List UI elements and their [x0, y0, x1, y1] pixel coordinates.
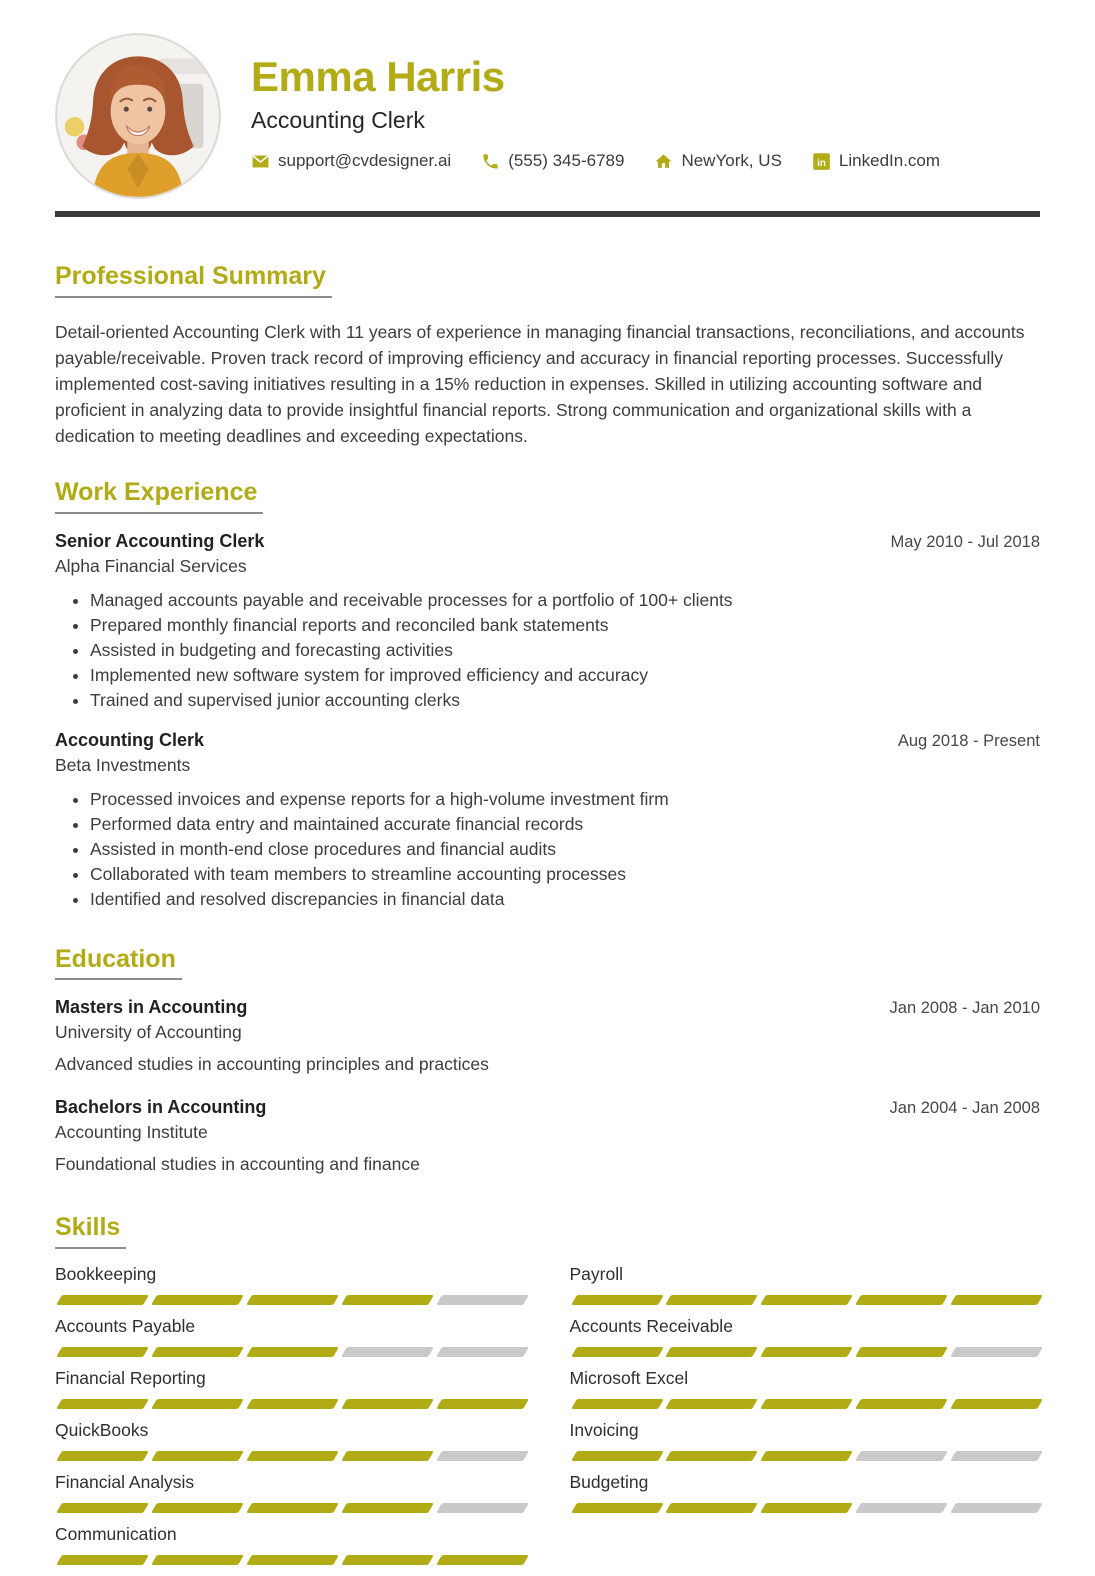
skill-bar-segment	[950, 1503, 1043, 1513]
summary-heading: Professional Summary	[55, 262, 332, 298]
contact-text: LinkedIn.com	[838, 151, 941, 171]
skill-item	[55, 1524, 526, 1565]
skill-bar-segment	[760, 1451, 853, 1461]
degree-title-text: Masters in Accounting	[55, 997, 248, 1018]
skill-bar-segment	[436, 1295, 529, 1305]
skill-bar-segment	[950, 1295, 1043, 1305]
skill-bar	[55, 1399, 526, 1409]
avatar	[55, 33, 221, 199]
skill-bar-segment	[436, 1347, 529, 1357]
skill-bar-segment	[950, 1347, 1043, 1357]
job-header	[55, 531, 1040, 552]
skill-item	[55, 1420, 526, 1461]
skill-bar	[570, 1451, 1041, 1461]
degree-school: University of Accounting	[55, 1022, 242, 1043]
skill-bar-segment	[571, 1399, 664, 1409]
job-header	[55, 730, 1040, 751]
skill-bar-segment	[56, 1503, 149, 1513]
skills-grid	[55, 1264, 1040, 1576]
degree-school: Accounting Institute	[55, 1122, 208, 1143]
skill-bar-segment	[760, 1347, 853, 1357]
skill-bar-segment	[436, 1555, 529, 1565]
degree-description: Foundational studies in accounting and finance	[55, 1154, 420, 1175]
linkedin-icon	[812, 152, 831, 171]
skill-bar-segment	[341, 1555, 434, 1565]
skill-bar-segment	[666, 1503, 759, 1513]
degree-entry	[55, 997, 1040, 1075]
skill-bar-segment	[855, 1503, 948, 1513]
degree-list	[55, 997, 1040, 1175]
profile-photo-illustration	[55, 33, 221, 199]
skill-item	[55, 1264, 526, 1305]
skill-bar	[55, 1347, 526, 1357]
skill-name: Communication	[55, 1524, 177, 1544]
skill-bar-segment	[666, 1451, 759, 1461]
skill-bar	[55, 1451, 526, 1461]
skill-bar-segment	[341, 1503, 434, 1513]
job-entry	[55, 531, 1040, 713]
skill-bar-segment	[855, 1451, 948, 1461]
job-list	[55, 531, 1040, 912]
degree-dates: Jan 2004 - Jan 2008	[889, 1099, 1040, 1118]
skills-column-1	[55, 1264, 526, 1576]
skill-name: Microsoft Excel	[569, 1368, 689, 1388]
job-company: Alpha Financial Services	[55, 555, 247, 576]
degree-title-text: Bachelors in Accounting	[55, 1097, 267, 1118]
job-dates: Aug 2018 - Present	[897, 731, 1040, 750]
skill-bar-segment	[56, 1399, 149, 1409]
section-work-experience	[55, 478, 1040, 912]
bullet-item: • Collaborated with team members to streamline accounting processes	[90, 862, 1040, 887]
skill-name: Bookkeeping	[55, 1264, 157, 1284]
bullet-item: • Performed data entry and maintained accurate financial records	[90, 812, 1040, 837]
skill-bar-segment	[436, 1503, 529, 1513]
skill-bar-segment	[666, 1347, 759, 1357]
header	[55, 33, 1040, 199]
skill-bar-segment	[151, 1555, 244, 1565]
bullet-item: • Identified and resolved discrepancies in financial data	[90, 887, 1040, 912]
skill-bar-segment	[56, 1555, 149, 1565]
skill-name: Accounts Payable	[55, 1316, 196, 1336]
skill-bar	[55, 1555, 526, 1565]
bullet-item: • Assisted in budgeting and forecasting activities	[90, 638, 1040, 663]
contact-text: NewYork, US	[681, 151, 782, 171]
skill-bar-segment	[436, 1399, 529, 1409]
degree-header	[55, 997, 1040, 1018]
job-title-text: Senior Accounting Clerk	[55, 530, 265, 551]
skill-item	[570, 1472, 1041, 1513]
email-icon	[251, 152, 270, 171]
skill-name: Budgeting	[569, 1472, 649, 1492]
contact-text: (555) 345-6789	[508, 151, 625, 171]
skill-bar-segment	[341, 1295, 434, 1305]
skill-bar-segment	[760, 1399, 853, 1409]
skills-column-2	[570, 1264, 1041, 1576]
skill-bar-segment	[56, 1451, 149, 1461]
skill-bar-segment	[950, 1399, 1043, 1409]
skill-item	[570, 1316, 1041, 1357]
job-dates: May 2010 - Jul 2018	[890, 532, 1040, 551]
degree-entry	[55, 1097, 1040, 1175]
skill-bar-segment	[246, 1295, 339, 1305]
skill-bar-segment	[151, 1451, 244, 1461]
skill-bar-segment	[341, 1399, 434, 1409]
skill-bar-segment	[341, 1347, 434, 1357]
bullet-item: • Trained and supervised junior accounting clerks	[90, 688, 1040, 713]
skill-bar	[570, 1347, 1041, 1357]
skill-bar-segment	[571, 1503, 664, 1513]
skill-bar	[55, 1503, 526, 1513]
bullet-item: • Prepared monthly financial reports and reconciled bank statements	[90, 613, 1040, 638]
skill-bar-segment	[855, 1399, 948, 1409]
skill-bar-segment	[56, 1347, 149, 1357]
skill-bar-segment	[571, 1451, 664, 1461]
skill-item	[570, 1420, 1041, 1461]
experience-heading: Work Experience	[55, 478, 263, 514]
header-divider	[55, 211, 1040, 217]
skill-name: Accounts Receivable	[569, 1316, 733, 1336]
skill-bar	[570, 1399, 1041, 1409]
skill-bar-segment	[246, 1399, 339, 1409]
skill-bar-segment	[855, 1295, 948, 1305]
bullet-item: • Implemented new software system for improved efficiency and accuracy	[90, 663, 1040, 688]
degree-header	[55, 1097, 1040, 1118]
person-job-title: Accounting Clerk	[251, 107, 425, 134]
skill-bar-segment	[246, 1555, 339, 1565]
skill-item	[55, 1368, 526, 1409]
skill-bar-segment	[246, 1503, 339, 1513]
skill-bar-segment	[666, 1399, 759, 1409]
degree-description: Advanced studies in accounting principles and practices	[55, 1054, 489, 1075]
skill-name: Invoicing	[569, 1420, 639, 1440]
job-company: Beta Investments	[55, 754, 191, 775]
skill-name: QuickBooks	[55, 1420, 149, 1440]
section-skills	[55, 1213, 1040, 1576]
skill-bar-segment	[341, 1451, 434, 1461]
skill-item	[55, 1472, 526, 1513]
contact-text: support@cvdesigner.ai	[278, 151, 452, 171]
skill-bar-segment	[760, 1503, 853, 1513]
skill-bar-segment	[151, 1295, 244, 1305]
skill-bar	[570, 1503, 1041, 1513]
header-info	[251, 33, 940, 171]
skill-bar-segment	[571, 1347, 664, 1357]
skill-bar-segment	[436, 1451, 529, 1461]
job-title-text: Accounting Clerk	[55, 729, 205, 750]
skill-bar-segment	[151, 1503, 244, 1513]
bullet-item: • Assisted in month-end close procedures and financial audits	[90, 837, 1040, 862]
contact-row	[251, 151, 940, 171]
skill-name: Financial Reporting	[55, 1368, 206, 1388]
skills-heading: Skills	[55, 1213, 126, 1249]
skill-bar-segment	[56, 1295, 149, 1305]
skill-bar-segment	[760, 1295, 853, 1305]
section-professional-summary	[55, 262, 1040, 449]
phone-icon	[481, 152, 500, 171]
job-bullet-list	[55, 787, 1040, 912]
skill-name: Financial Analysis	[55, 1472, 195, 1492]
skill-bar-segment	[666, 1295, 759, 1305]
skill-item	[570, 1264, 1041, 1305]
skill-bar-segment	[855, 1347, 948, 1357]
bullet-item: • Processed invoices and expense reports for a high-volume investment firm	[90, 787, 1040, 812]
skill-bar	[55, 1295, 526, 1305]
contact-phone[interactable]	[481, 151, 624, 171]
svg-text:in: in	[817, 157, 826, 169]
skill-bar-segment	[950, 1451, 1043, 1461]
contact-location[interactable]	[654, 151, 781, 171]
skill-bar	[570, 1295, 1041, 1305]
bullet-item: • Managed accounts payable and receivable processes for a portfolio of 100+ clients	[90, 588, 1040, 613]
person-name: Emma Harris	[251, 53, 505, 100]
skill-item	[570, 1368, 1041, 1409]
section-education	[55, 945, 1040, 1176]
contact-email[interactable]	[251, 151, 451, 171]
education-heading: Education	[55, 945, 182, 981]
degree-dates: Jan 2008 - Jan 2010	[889, 999, 1040, 1018]
home-icon	[654, 152, 673, 171]
summary-text: Detail-oriented Accounting Clerk with 11 years of experience in managing financial transactions, reconciliations, and accounts payable/receivable. Proven track record of improving efficiency and accuracy in financial reporting processes. Successfully implemented cost-saving initiatives resulting in a 15% reduction in expenses. Skilled in utilizing accounting software and proficient in analyzing data to provide insightful financial reports. Strong communication and organizational skills with a dedication to meeting deadlines and exceeding expectations.	[55, 321, 1025, 446]
job-entry	[55, 730, 1040, 912]
job-bullet-list	[55, 588, 1040, 713]
skill-bar-segment	[151, 1347, 244, 1357]
skill-bar-segment	[151, 1399, 244, 1409]
contact-linkedin[interactable]	[812, 151, 940, 171]
skill-bar-segment	[246, 1451, 339, 1461]
skill-name: Payroll	[569, 1264, 623, 1284]
skill-bar-segment	[571, 1295, 664, 1305]
skill-bar-segment	[246, 1347, 339, 1357]
skill-item	[55, 1316, 526, 1357]
